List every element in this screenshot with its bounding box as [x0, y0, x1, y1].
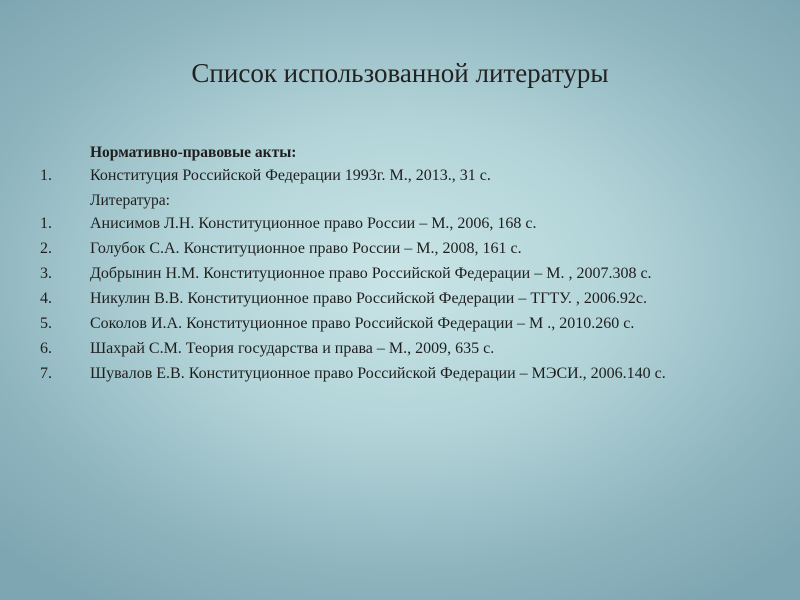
item-number: 1. [40, 215, 52, 232]
item-text: Конституция Российской Федерации 1993г. М., 2013., 31 с. [90, 167, 491, 184]
bibliography [40, 142, 740, 388]
item-number: 5. [40, 315, 52, 332]
list-item [40, 263, 740, 285]
item-text: Соколов И.А. Конституционное право Российской Федерации – М ., 2010.260 с. [90, 315, 635, 332]
item-text: Анисимов Л.Н. Конституционное право России – М., 2006, 168 с. [90, 215, 537, 232]
literature-heading: Литература: [90, 192, 170, 209]
item-number: 4. [40, 290, 52, 307]
list-item [40, 288, 740, 310]
item-text: Шувалов Е.В. Конституционное право Российской Федерации – МЭСИ., 2006.140 с. [90, 365, 666, 382]
list-item [40, 213, 740, 235]
item-number: 7. [40, 365, 52, 382]
list-item [40, 363, 740, 385]
list-item [40, 238, 740, 260]
literature-list [40, 213, 740, 385]
list-item [40, 338, 740, 360]
list-item [40, 165, 740, 187]
item-text: Добрынин Н.М. Конституционное право Российской Федерации – М. , 2007.308 с. [90, 265, 652, 282]
normative-acts-heading: Нормативно-правовые акты: [90, 144, 297, 161]
item-text: Голубок С.А. Конституционное право России – М., 2008, 161 с. [90, 240, 522, 257]
normative-acts-list [40, 165, 740, 187]
item-text: Никулин В.В. Конституционное право Российской Федерации – ТГТУ. , 2006.92с. [90, 290, 647, 307]
item-text: Шахрай С.М. Теория государства и права – М., 2009, 635 с. [90, 340, 495, 357]
item-number: 6. [40, 340, 52, 357]
item-number: 1. [40, 167, 52, 184]
list-item [40, 313, 740, 335]
item-number: 3. [40, 265, 52, 282]
slide-title: Список использованной литературы [191, 58, 609, 88]
item-number: 2. [40, 240, 52, 257]
